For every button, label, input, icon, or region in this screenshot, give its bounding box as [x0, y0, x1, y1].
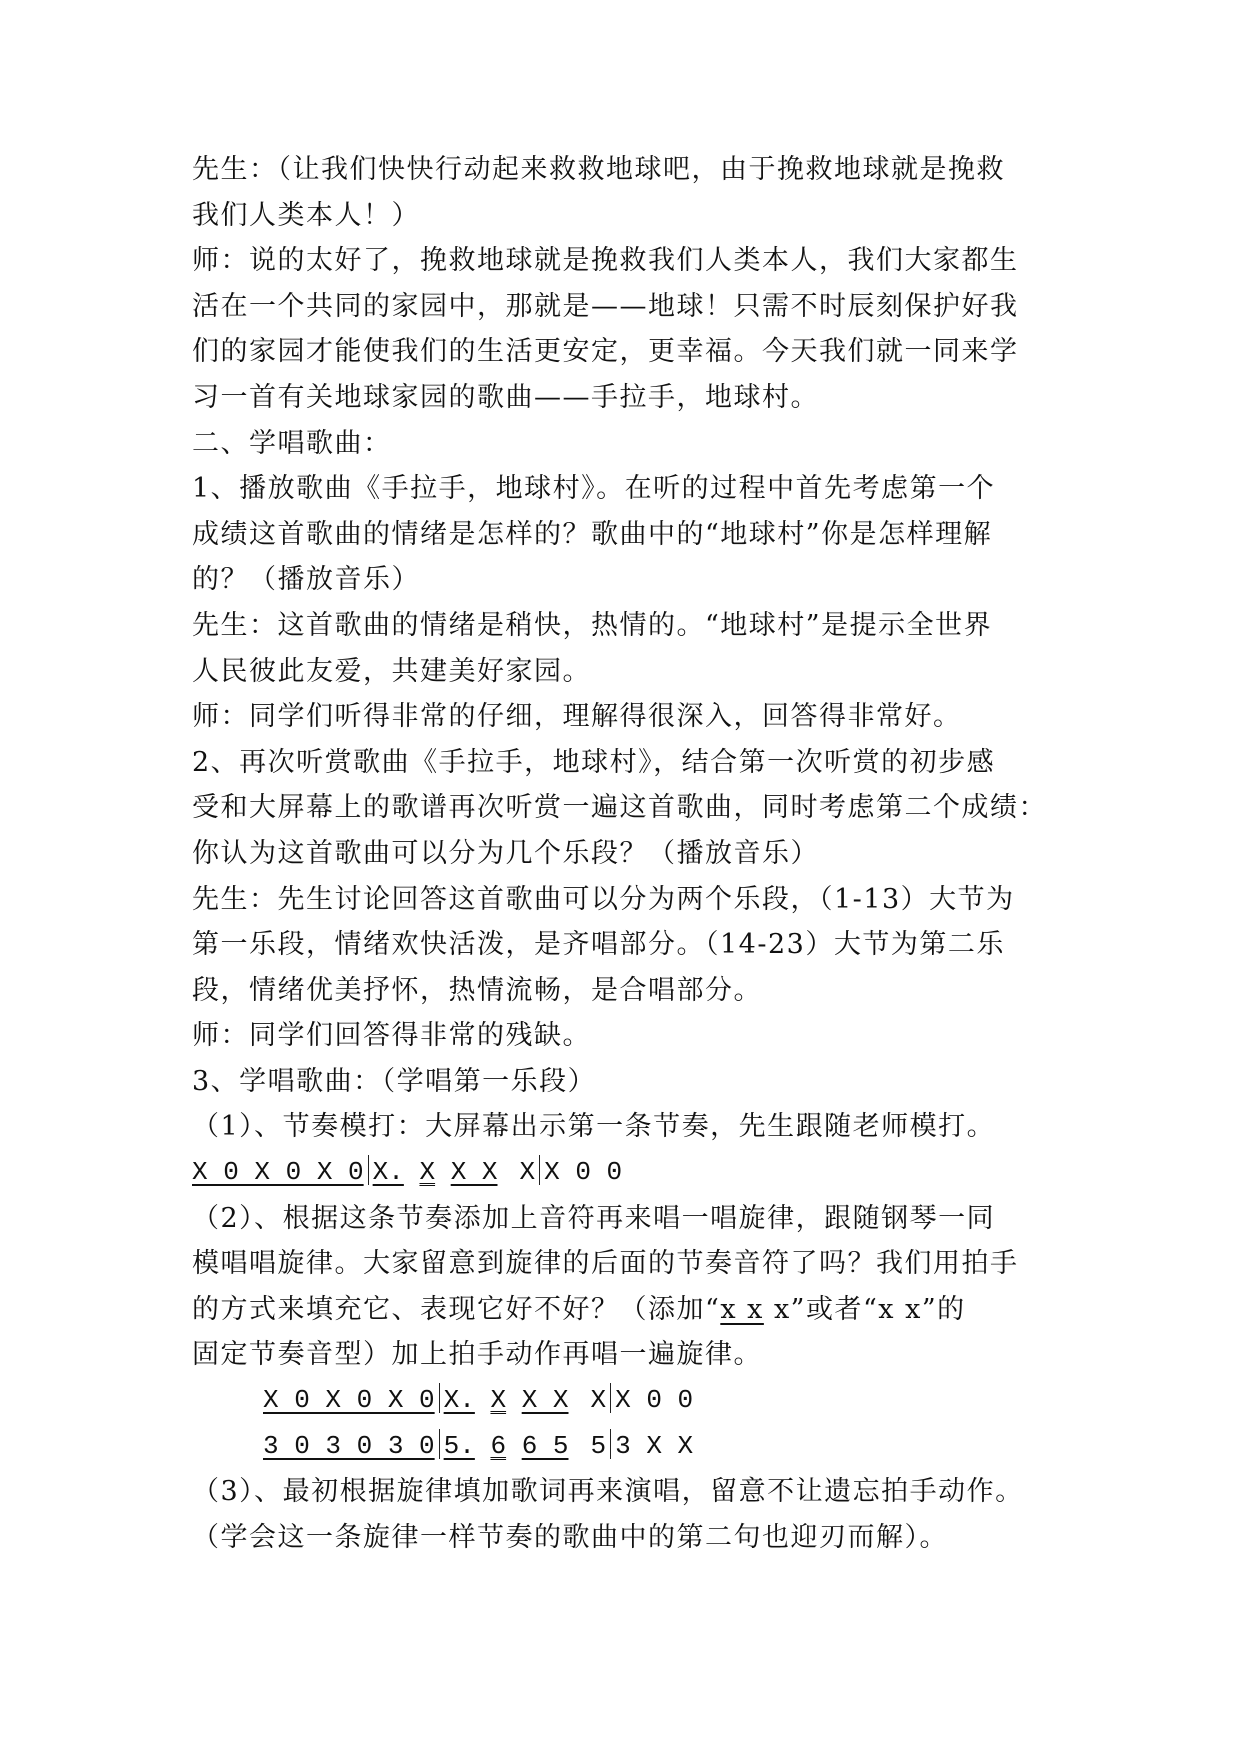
text-line: （3）、最初根据旋律填加歌词再来演唱，留意不让遗忘拍手动作。 — [192, 1476, 1024, 1508]
section-heading: 二、学唱歌曲： — [192, 427, 392, 459]
rhythm-note: X. — [443, 1385, 475, 1416]
text-line: （1）、节奏模打：大屏幕出示第一条节奏，先生跟随老师模打。 — [192, 1111, 996, 1143]
rhythm-pattern: x x — [878, 1293, 922, 1325]
text-segment: ”的 — [921, 1293, 966, 1325]
melody-note: 6 — [490, 1430, 507, 1461]
melody-group: 3 X X — [615, 1430, 694, 1461]
text-line: 3、学唱歌曲：（学唱第一乐段） — [192, 1065, 597, 1097]
melody-group: 3 0 3 0 3 0 — [263, 1430, 435, 1461]
rhythm-notation-1 — [192, 1150, 1062, 1196]
melody-notation — [192, 1424, 1062, 1470]
text-line: 先生：（让我们快快行动起来救救地球吧，由于挽救地球就是挽救 — [192, 154, 1005, 185]
rhythm-note: X X — [450, 1157, 498, 1188]
text-line-with-notation — [192, 1287, 1062, 1333]
rhythm-note: X — [419, 1157, 436, 1188]
text-line: 第一乐段，情绪欢快活泼，是齐唱部分。（14-23）大节为第二乐 — [192, 929, 1005, 961]
text-line: 成绩这首歌曲的情绪是怎样的？歌曲中的“地球村”你是怎样理解 — [192, 518, 993, 550]
rhythm-group: X 0 X 0 X 0 — [263, 1385, 435, 1416]
bar-line — [368, 1155, 369, 1185]
rhythm-group: X 0 0 — [615, 1385, 694, 1416]
text-line: 受和大屏幕上的歌谱再次听赏一遍这首歌曲，同时考虑第二个成绩： — [192, 792, 1047, 824]
text-line: 的？（播放音乐） — [192, 564, 420, 596]
text-line: 活在一个共同的家园中，那就是——地球！只需不时辰刻保护好我 — [192, 290, 1019, 322]
bar-line — [610, 1429, 611, 1459]
text-line: 习一首有关地球家园的歌曲——手拉手，地球村。 — [192, 381, 819, 413]
bar-line — [610, 1383, 611, 1413]
bar-line — [539, 1155, 540, 1185]
rhythm-note: X. — [372, 1157, 404, 1188]
text-line: 师：说的太好了，挽救地球就是挽救我们人类本人，我们大家都生 — [192, 245, 1019, 277]
melody-note: 5. — [443, 1430, 475, 1461]
text-line: 1、播放歌曲《手拉手，地球村》。在听的过程中首先考虑第一个 — [192, 473, 996, 505]
text-line: （2）、根据这条节奏添加上音符再来唱一唱旋律，跟随钢琴一同 — [192, 1202, 996, 1234]
text-line: 你认为这首歌曲可以分为几个乐段？（播放音乐） — [192, 837, 819, 869]
rhythm-group: X 0 X 0 X 0 — [192, 1157, 364, 1188]
rhythm-group: X 0 0 — [544, 1157, 623, 1188]
rhythm-pattern: x x — [720, 1293, 764, 1325]
text-line: （学会这一条旋律一样节奏的歌曲中的第二句也迎刃而解）。 — [192, 1521, 948, 1553]
text-line: 先生：先生讨论回答这首歌曲可以分为两个乐段，（1-13）大节为 — [192, 883, 1015, 915]
rhythm-note: X — [590, 1385, 607, 1416]
rhythm-note: X — [490, 1385, 507, 1416]
bar-line — [439, 1383, 440, 1413]
text-segment: 的方式来填充它、表现它好不好？（添加“ — [192, 1293, 721, 1325]
melody-note: 6 5 — [521, 1430, 569, 1461]
rhythm-note: X — [519, 1157, 536, 1188]
text-line: 固定节奏音型）加上拍手动作再唱一遍旋律。 — [192, 1339, 762, 1371]
rhythm-note: X X — [521, 1385, 569, 1416]
text-line: 师：同学们听得非常的仔细，理解得很深入，回答得非常好。 — [192, 701, 962, 733]
text-line: 模唱唱旋律。大家留意到旋律的后面的节奏音符了吗？我们用拍手 — [192, 1248, 1019, 1280]
text-line: 先生：这首歌曲的情绪是稍快，热情的。“地球村”是提示全世界 — [192, 609, 993, 641]
text-line: 段，情绪优美抒怀，热情流畅，是合唱部分。 — [192, 974, 762, 1006]
text-line: 人民彼此友爱，共建美好家园。 — [192, 655, 591, 687]
text-segment: x”或者“ — [763, 1293, 879, 1325]
melody-note: 5 — [590, 1430, 607, 1461]
rhythm-notation-2 — [192, 1378, 1062, 1424]
text-line: 2、再次听赏歌曲《手拉手，地球村》，结合第一次听赏的初步感 — [192, 746, 996, 778]
text-line: 师：同学们回答得非常的残缺。 — [192, 1020, 591, 1052]
text-line: 我们人类本人！） — [192, 199, 420, 231]
text-line: 们的家园才能使我们的生活更安定，更幸福。今天我们就一同来学 — [192, 336, 1019, 368]
document-page — [192, 147, 1062, 1560]
bar-line — [439, 1429, 440, 1459]
